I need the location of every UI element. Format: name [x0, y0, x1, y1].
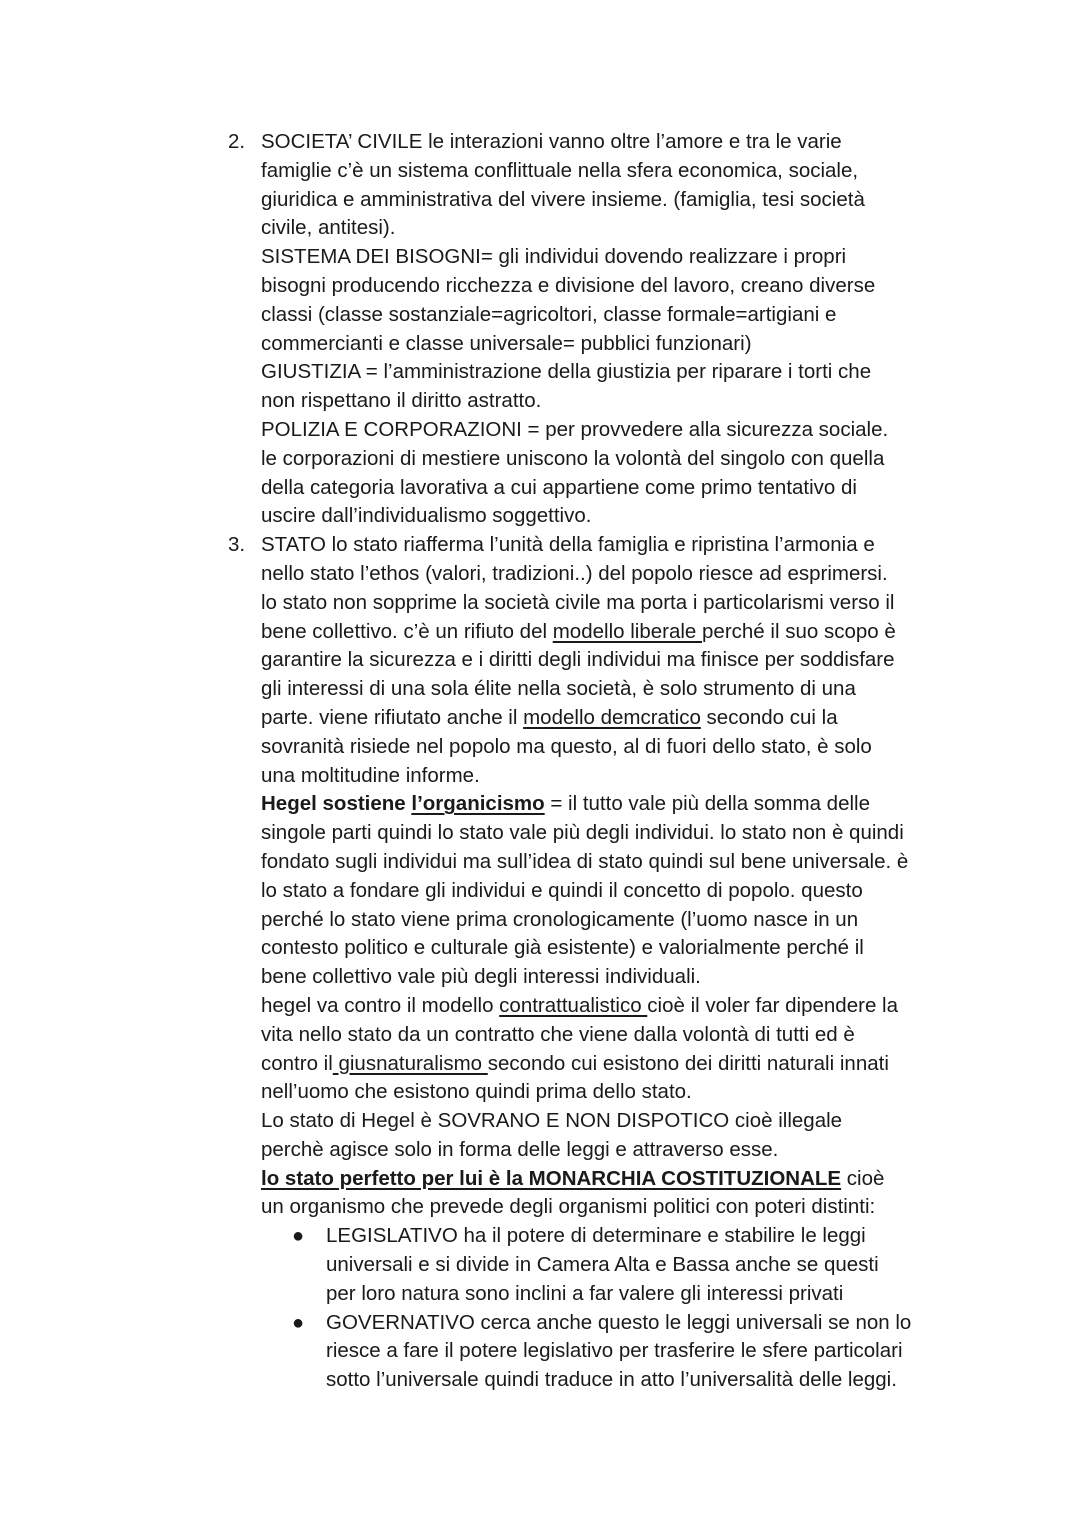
- text-span: per loro natura sono inclini a far valere gli interessi privati: [326, 1281, 844, 1305]
- text-span: garantire la sicurezza e i diritti degli individui ma finisce per soddisfare: [261, 648, 895, 672]
- bold-text: Hegel sostiene: [261, 792, 412, 816]
- underlined-term: modello demcratico: [523, 705, 701, 729]
- text-span: sotto l’universale quindi traduce in atto l’universalità delle leggi.: [326, 1368, 897, 1392]
- list-item-3-line: [0, 1107, 1080, 1136]
- text-span: = il tutto vale più della somma delle: [544, 792, 870, 816]
- bullet-item-governativo: [0, 1366, 1080, 1395]
- list-item-3-line: [0, 1136, 1080, 1165]
- text-span: SISTEMA DEI BISOGNI= gli individui dovendo realizzare i propri: [261, 245, 847, 269]
- underlined-term: contrattualistico: [499, 993, 648, 1017]
- text-span: secondo cui la: [700, 705, 838, 729]
- list-number-3: 3.: [228, 533, 246, 557]
- text-span: SOCIETA’ CIVILE le interazioni vanno oltre l’amore e tra le varie: [261, 130, 842, 153]
- text-span: GOVERNATIVO cerca anche questo le leggi universali se non lo: [326, 1310, 912, 1334]
- bullet-item-governativo: [0, 1337, 1080, 1366]
- text-span: LEGISLATIVO ha il potere di determinare e stabilire le leggi: [326, 1224, 866, 1248]
- text-span: bisogni producendo ricchezza e divisione del lavoro, creano diverse: [261, 273, 876, 297]
- text-span: sovranità risiede nel popolo ma questo, al di fuori dello stato, è solo: [261, 734, 872, 758]
- text-span: lo stato a fondare gli individui e quindi il concetto di popolo. questo: [261, 878, 863, 902]
- underlined-term: giusnaturalismo: [332, 1051, 488, 1075]
- text-span: giuridica e amministrativa del vivere insieme. (famiglia, tesi società: [261, 187, 865, 211]
- bullet-item-governativo: [0, 1309, 1080, 1338]
- text-span: gli interessi di una sola élite nella società, è solo strumento di una: [261, 677, 856, 701]
- text-span: GIUSTIZIA = l’amministrazione della giustizia per riparare i torti che: [261, 360, 872, 384]
- list-item-3-line: [0, 1050, 1080, 1079]
- list-item-3-line: [0, 934, 1080, 963]
- list-item-2-line: [0, 128, 1080, 157]
- list-item-2-line: [0, 214, 1080, 243]
- list-item-3-line: [0, 531, 1080, 560]
- text-span: parte. viene rifiutato anche il: [261, 705, 524, 729]
- list-item-2-line: [0, 272, 1080, 301]
- list-item-3-line: [0, 1165, 1080, 1194]
- list-item-3-line: [0, 762, 1080, 791]
- list-item-3-line: [0, 1193, 1080, 1222]
- text-span: universali e si divide in Camera Alta e Bassa anche se questi: [326, 1253, 879, 1277]
- list-item-2-line: [0, 157, 1080, 186]
- text-span: commercianti e classe universale= pubblici funzionari): [261, 331, 752, 355]
- list-item-2-line: [0, 330, 1080, 359]
- list-item-3-line: [0, 1021, 1080, 1050]
- list-item-2-line: [0, 186, 1080, 215]
- list-item-3-line: [0, 877, 1080, 906]
- text-span: cioè il voler far dipendere la: [647, 993, 898, 1017]
- underlined-term: modello liberale: [552, 619, 703, 643]
- bullet-icon: ●: [292, 1225, 305, 1248]
- text-span: perchè agisce solo in forma delle leggi e attraverso esse.: [261, 1137, 779, 1161]
- text-span: della categoria lavorativa a cui appartiene come primo tentativo di: [261, 475, 857, 499]
- text-span: fondato sugli individui ma sull’idea di stato quindi sul bene universale. è: [261, 849, 909, 873]
- list-item-2-line: [0, 358, 1080, 387]
- bullet-item-legislativo: [0, 1280, 1080, 1309]
- bold-underlined-term: l’organicismo: [411, 792, 545, 816]
- bullet-item-legislativo: [0, 1222, 1080, 1251]
- text-span: Lo stato di Hegel è SOVRANO E NON DISPOTICO cioè illegale: [261, 1109, 843, 1133]
- list-item-3-line: [0, 1078, 1080, 1107]
- list-item-2-line: [0, 301, 1080, 330]
- text-span: civile, antitesi).: [261, 216, 396, 240]
- list-item-2-line: [0, 416, 1080, 445]
- bullet-item-legislativo: [0, 1251, 1080, 1280]
- text-span: famiglie c’è un sistema conflittuale nella sfera economica, sociale,: [261, 158, 859, 182]
- list-item-3-line: [0, 733, 1080, 762]
- list-item-3-line: [0, 589, 1080, 618]
- list-item-3-line: [0, 675, 1080, 704]
- text-span: secondo cui esistono dei diritti naturali innati: [487, 1051, 889, 1075]
- text-span: vita nello stato da un contratto che viene dalla volontà di tutti ed è: [261, 1022, 855, 1046]
- list-item-2-line: [0, 243, 1080, 272]
- list-item-2-line: [0, 502, 1080, 531]
- text-span: lo stato non sopprime la società civile ma porta i particolarismi verso il: [261, 590, 895, 614]
- list-item-2-line: [0, 387, 1080, 416]
- list-number-2: 2.: [228, 130, 246, 153]
- text-span: le corporazioni di mestiere uniscono la volontà del singolo con quella: [261, 446, 885, 470]
- list-item-3-line: [0, 704, 1080, 733]
- text-span: POLIZIA E CORPORAZIONI = per provvedere alla sicurezza sociale.: [261, 417, 889, 441]
- list-item-3-line: [0, 992, 1080, 1021]
- text-span: STATO lo stato riafferma l’unità della famiglia e ripristina l’armonia e: [261, 533, 875, 557]
- text-span: nell’uomo che esistono quindi prima dello stato.: [261, 1080, 692, 1104]
- list-item-3-line: [0, 790, 1080, 819]
- text-span: classi (classe sostanziale=agricoltori, classe formale=artigiani e: [261, 302, 837, 326]
- list-item-3-line: [0, 848, 1080, 877]
- text-span: uscire dall’individualismo soggettivo.: [261, 504, 592, 528]
- list-item-3-line: [0, 618, 1080, 647]
- list-item-2-line: [0, 445, 1080, 474]
- text-span: non rispettano il diritto astratto.: [261, 389, 542, 413]
- text-span: una moltitudine informe.: [261, 763, 480, 787]
- text-span: nello stato l’ethos (valori, tradizioni..) del popolo riesce ad esprimersi.: [261, 561, 888, 585]
- list-item-3-line: [0, 819, 1080, 848]
- list-item-3-line: [0, 963, 1080, 992]
- document-body: [0, 128, 1080, 1395]
- text-span: un organismo che prevede degli organismi politici con poteri distinti:: [261, 1195, 876, 1219]
- text-span: cioè: [841, 1166, 885, 1190]
- list-item-2-line: [0, 474, 1080, 503]
- text-span: singole parti quindi lo stato vale più degli individui. lo stato non è quindi: [261, 821, 904, 845]
- text-span: bene collettivo vale più degli interessi individuali.: [261, 965, 701, 989]
- list-item-3-line: [0, 906, 1080, 935]
- list-item-3-line: [0, 646, 1080, 675]
- text-span: perché lo stato viene prima cronologicamente (l’uomo nasce in un: [261, 907, 859, 931]
- text-span: hegel va contro il modello: [261, 993, 500, 1017]
- text-span: contesto politico e culturale già esistente) e valorialmente perché il: [261, 936, 864, 960]
- text-span: bene collettivo. c’è un rifiuto del: [261, 619, 553, 643]
- bullet-icon: ●: [292, 1311, 305, 1334]
- text-span: perché il suo scopo è: [702, 619, 896, 643]
- text-span: contro il: [261, 1051, 333, 1075]
- bold-underlined-term: lo stato perfetto per lui è la MONARCHIA COSTITUZIONALE: [261, 1166, 842, 1190]
- list-item-3-line: [0, 560, 1080, 589]
- text-span: riesce a fare il potere legislativo per trasferire le sfere particolari: [326, 1339, 903, 1363]
